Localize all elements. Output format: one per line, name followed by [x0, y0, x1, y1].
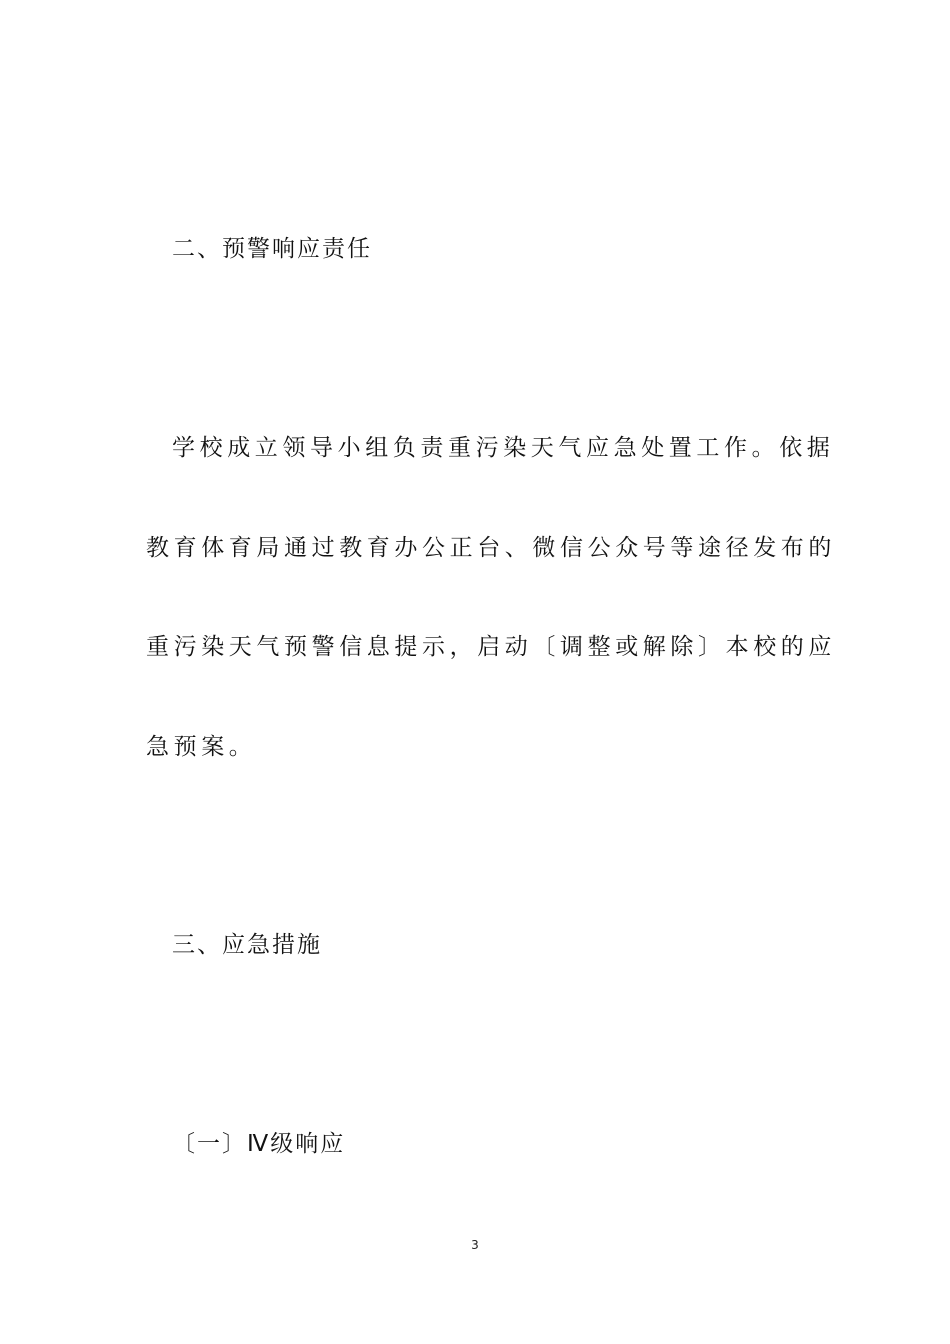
subsection-heading-level-iv: 〔一〕Ⅳ级响应 [172, 1131, 346, 1157]
section-heading-emergency-measures: 三、应急措施 [172, 932, 322, 958]
paragraph-line: 急预案。 [146, 734, 257, 760]
page-number: 3 [471, 1238, 479, 1252]
paragraph-line: 重污染天气预警信息提示，启动〔调整或解除〕本校的应 [146, 634, 836, 660]
section-heading-warning-response: 二、预警响应责任 [172, 236, 372, 262]
paragraph-line: 学校成立领导小组负责重污染天气应急处置工作。依据 [172, 435, 835, 461]
paragraph-line: 教育体育局通过教育办公正台、微信公众号等途径发布的 [146, 535, 836, 561]
